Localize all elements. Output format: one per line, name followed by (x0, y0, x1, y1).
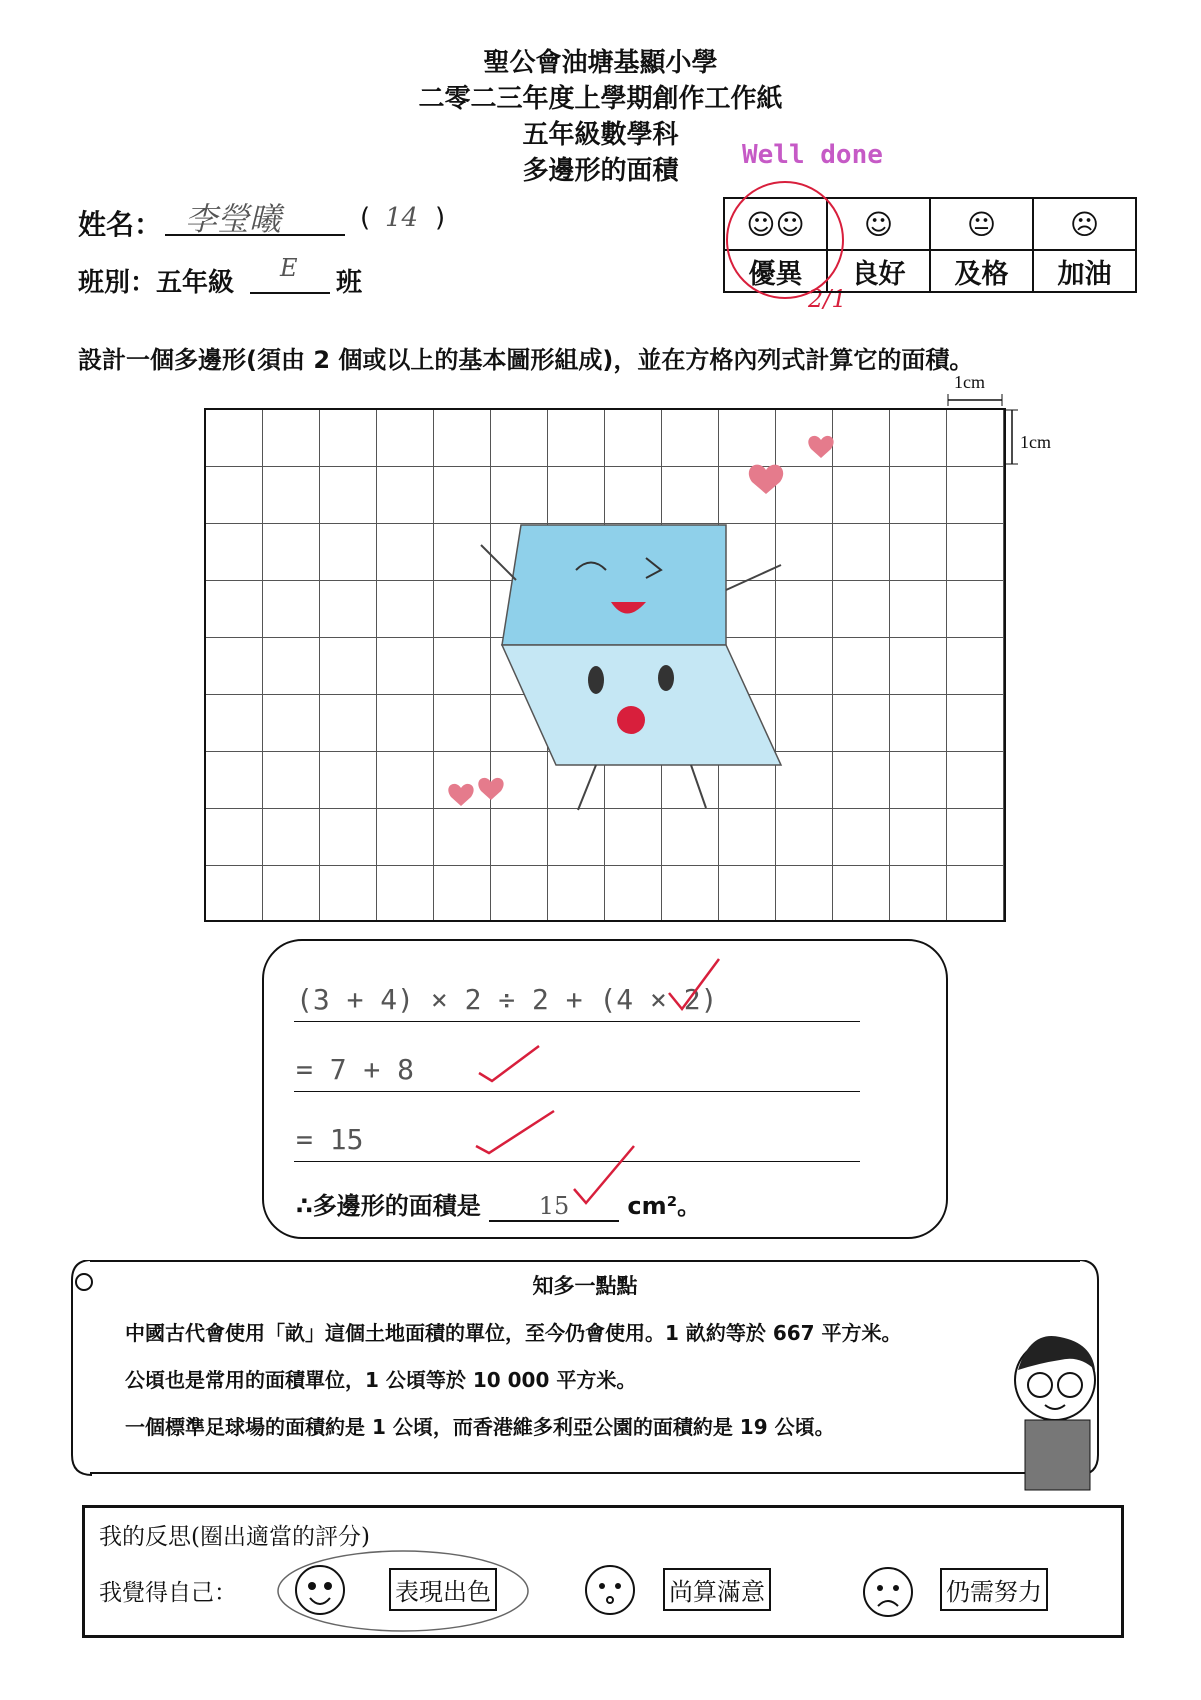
name-label: 姓名： (78, 208, 163, 241)
calc-line-1: (3 + 4) × 2 ÷ 2 + (4 × 2) (296, 983, 718, 1016)
unit-vertical: 1cm (1020, 432, 1051, 452)
scroll-ends (70, 1260, 1100, 1485)
school-name: 聖公會油塘基顯小學 (483, 48, 718, 78)
number-value: 14 (385, 203, 419, 233)
reflection-box (82, 1505, 1124, 1638)
answer-value[interactable]: 15 (489, 1192, 619, 1222)
class-field[interactable] (250, 254, 330, 294)
term-title: 二零二三年度上學期創作工作紙 (418, 84, 783, 114)
reflection-prompt: 我覺得自己： (99, 1580, 237, 1606)
fact-line-1: 中國古代會使用「畝」這個土地面積的單位，至今仍會使用。1 畝約等於 667 平方米。 (125, 1321, 902, 1345)
instruction-text: 設計一個多邊形(須由 2 個或以上的基本圖形組成)，並在方格內列式計算它的面積。 (78, 346, 974, 374)
calc-line-2: = 7 + 8 (296, 1053, 415, 1086)
grade-subject: 五年級數學科 (522, 120, 679, 150)
polygon-drawing (206, 410, 1008, 924)
answer-unit: cm² (627, 1192, 678, 1220)
facts-title: 知多一點點 (532, 1274, 638, 1298)
name-value: 李瑩曦 (185, 200, 282, 238)
rating-label-pass[interactable]: 及格 (930, 250, 1033, 292)
rating-label-try[interactable]: 加油 (1033, 250, 1136, 292)
rating-circle-mark (715, 160, 865, 310)
calculation-box (262, 939, 948, 1239)
facts-scroll (70, 1260, 1100, 1485)
fact-line-3: 一個標準足球場的面積約是 1 公頃，而香港維多利亞公園的面積約是 19 公頃。 (125, 1415, 835, 1439)
reflection-title: 我的反思(圈出適當的評分) (99, 1524, 370, 1550)
unit-horizontal: 1cm (954, 372, 985, 392)
option-excellent[interactable]: 表現出色 (389, 1568, 497, 1611)
selected-option-circle (273, 1546, 533, 1636)
check-marks (264, 941, 950, 1241)
rating-label-excellent[interactable]: 優異 (724, 250, 827, 292)
topic-title: 多邊形的面積 (522, 156, 679, 186)
number-close: ) (435, 203, 446, 233)
neutral-face-icon (575, 1558, 645, 1628)
rating-face-try: ☹ (1033, 198, 1136, 250)
drawing-grid (204, 408, 1006, 922)
number-open: ( (360, 203, 371, 233)
teacher-comment: Well done (742, 140, 883, 170)
class-value: E (280, 254, 298, 282)
rating-face-good: ☺ (827, 198, 930, 250)
option-satisfactory[interactable]: 尚算滿意 (663, 1568, 771, 1611)
rating-face-excellent: ☺☺ (724, 198, 827, 250)
answer-end: 。 (677, 1192, 702, 1220)
answer-prefix: ∴多邊形的面積是 (296, 1192, 481, 1220)
fact-line-2: 公頃也是常用的面積單位，1 公頃等於 10 000 平方米。 (125, 1368, 637, 1392)
sad-face-icon (853, 1558, 923, 1628)
rating-face-pass: 😐 (930, 198, 1033, 250)
class-label: 班別：五年級 (78, 268, 235, 298)
cartoon-child-icon (1000, 1325, 1110, 1495)
option-needs-effort[interactable]: 仍需努力 (940, 1568, 1048, 1611)
rating-label-good[interactable]: 良好 (827, 250, 930, 292)
class-suffix: 班 (336, 268, 363, 298)
calc-line-3: = 15 (296, 1123, 364, 1156)
teacher-score: 2/1 (808, 285, 847, 313)
name-field[interactable] (165, 198, 345, 236)
